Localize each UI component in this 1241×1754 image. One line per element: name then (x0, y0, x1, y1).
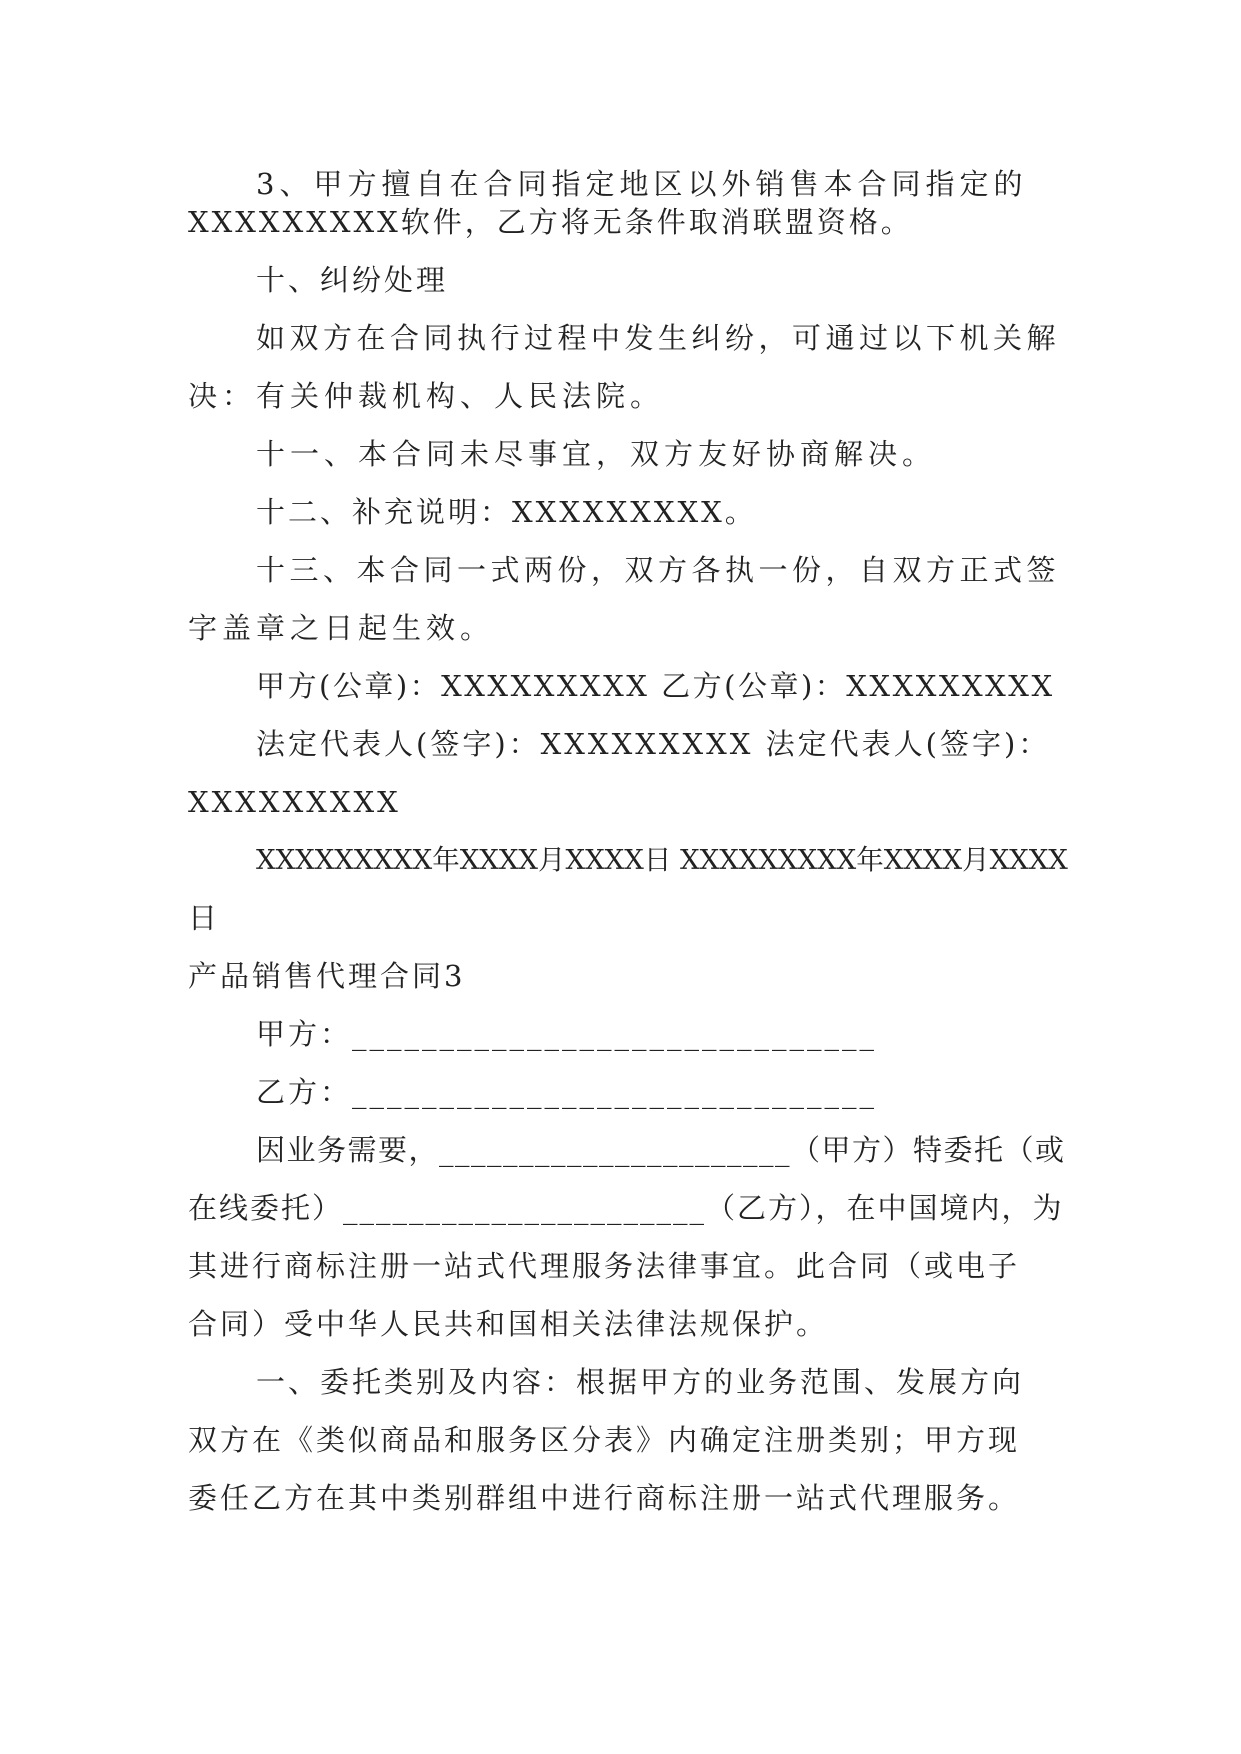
paragraph-line: 合同）受中华人民共和国相关法律法规保护。 (188, 1307, 829, 1341)
paragraph-line: 因业务需要，______________________（甲方）特委托（或 (256, 1133, 1066, 1167)
date-line: XXXXXXXXX年XXXX月XXXX日 XXXXXXXXX年XXXX月XXXX (256, 844, 1068, 876)
paragraph-line: 十二、补充说明：XXXXXXXXX。 (256, 495, 757, 529)
paragraph-line: 其进行商标注册一站式代理服务法律事宜。此合同（或电子 (188, 1249, 1021, 1283)
paragraph-line: 在线委托）______________________（乙方），在中国境内，为 (188, 1191, 1064, 1225)
paragraph-line: 3、甲方擅自在合同指定地区以外销售本合同指定的 (256, 167, 1028, 201)
paragraph-line: 委任乙方在其中类别群组中进行商标注册一站式代理服务。 (188, 1481, 1021, 1515)
paragraph-line: 一、委托类别及内容：根据甲方的业务范围、发展方向 (256, 1365, 1025, 1399)
party-a-line: 甲方：______________________________ (256, 1017, 878, 1051)
paragraph-line: 如双方在合同执行过程中发生纠纷，可通过以下机关解 (256, 321, 1061, 355)
signature-line: XXXXXXXXX (188, 785, 401, 819)
party-b-line: 乙方：______________________________ (256, 1075, 878, 1109)
date-line: 日 (188, 901, 221, 935)
paragraph-line: XXXXXXXXX软件，乙方将无条件取消联盟资格。 (188, 205, 913, 239)
contract-title: 产品销售代理合同3 (188, 959, 466, 993)
paragraph-line: 十一、本合同未尽事宜，双方友好协商解决。 (256, 437, 937, 471)
signature-line: 甲方(公章)：XXXXXXXXX 乙方(公章)：XXXXXXXXX (256, 669, 1055, 703)
paragraph-line: 双方在《类似商品和服务区分表》内确定注册类别；甲方现 (188, 1423, 1021, 1457)
paragraph-line: 十三、本合同一式两份，双方各执一份，自双方正式签 (256, 553, 1061, 587)
signature-line: 法定代表人(签字)：XXXXXXXXX 法定代表人(签字)： (256, 727, 1051, 761)
paragraph-line: 决：有关仲裁机构、人民法院。 (188, 379, 665, 413)
paragraph-line: 字盖章之日起生效。 (188, 611, 495, 645)
section-heading: 十、纠纷处理 (256, 263, 449, 297)
